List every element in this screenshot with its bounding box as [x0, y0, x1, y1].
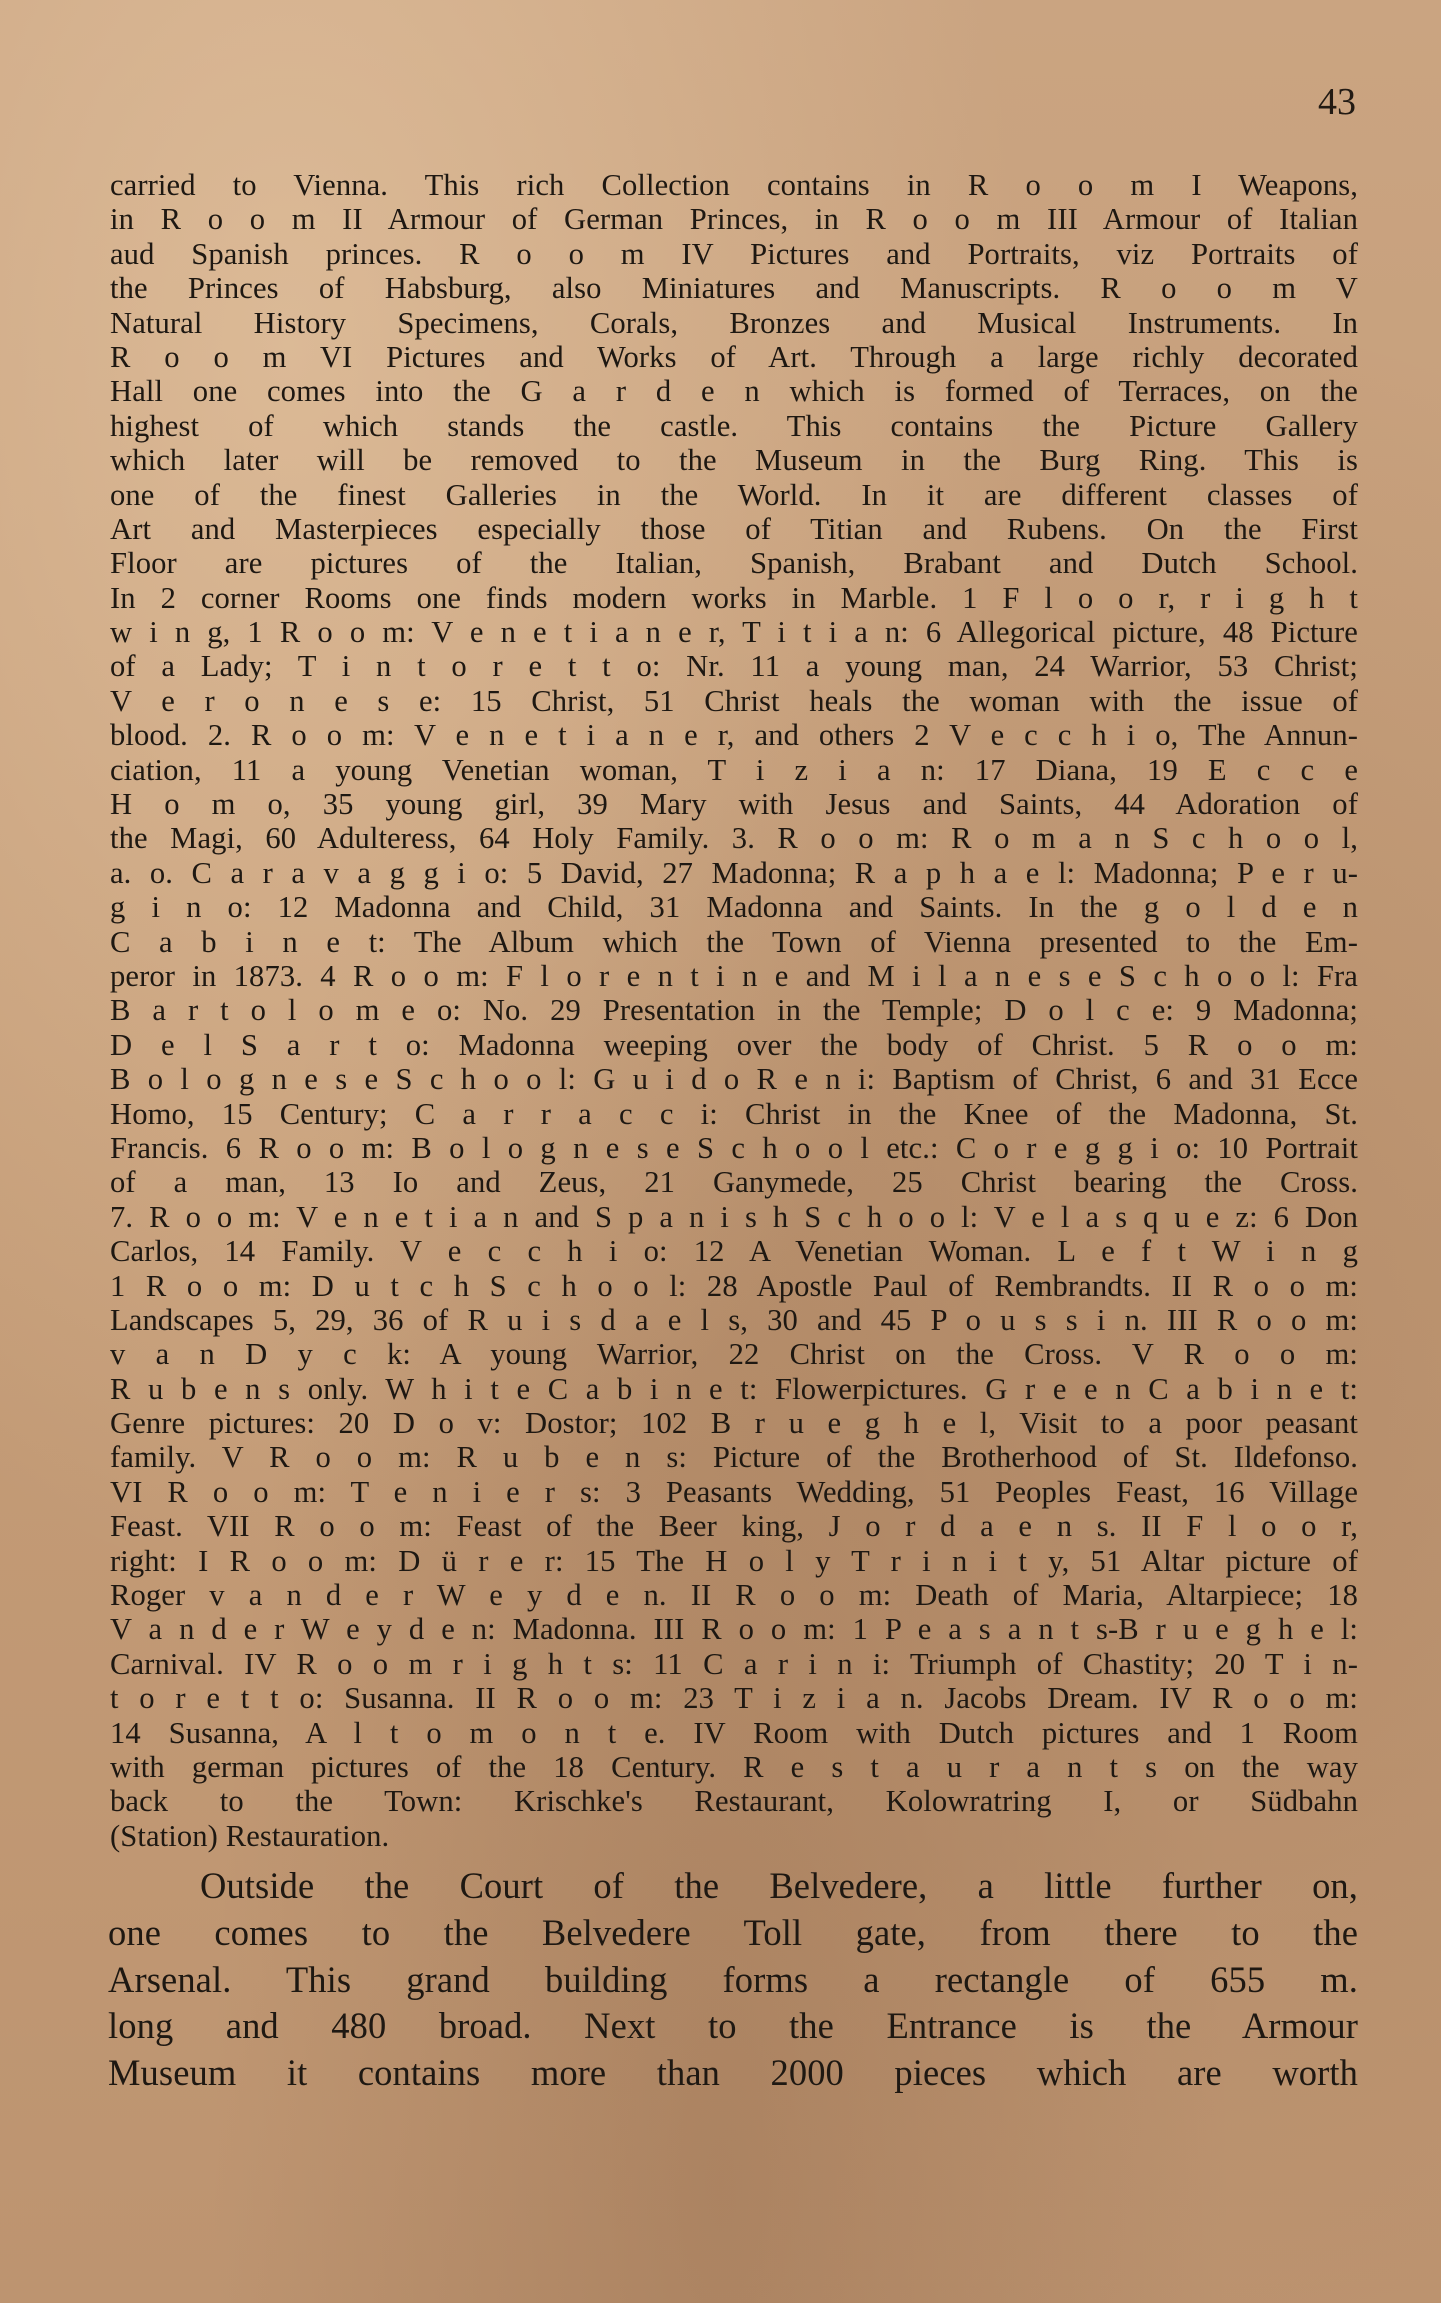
text-line: carried to Vienna. This rich Collection contains in R o o m I Weapons,: [110, 168, 1358, 202]
large-print-paragraph: [108, 1863, 1358, 2097]
text-line: Homo, 15 Century; C a r r a c c i: Christ in the Knee of the Madonna, St.: [110, 1096, 1358, 1131]
text-line: H o m o, 35 young girl, 39 Mary with Jesus and Saints, 44 Adoration of: [110, 787, 1358, 822]
text-line: Genre pictures: 20 D o v: Dostor; 102 B r u e g h e l, Visit to a poor peasant: [110, 1406, 1358, 1441]
text-line: Roger v a n d e r W e y d e n. II R o o m: Death of Maria, Altarpiece; 18: [110, 1578, 1358, 1613]
text-line: R u b e n s only. W h i t e C a b i n e t: Flowerpictures. G r e e n C a b i n e t:: [110, 1371, 1358, 1406]
text-line: family. V R o o m: R u b e n s: Picture of the Brotherhood of St. Ildefonso.: [110, 1440, 1358, 1475]
text-line: B a r t o l o m e o: No. 29 Presentation in the Temple; D o l c e: 9 Madonna;: [110, 993, 1358, 1028]
text-line: the Magi, 60 Adulteress, 64 Holy Family. 3. R o o m: R o m a n S c h o o l,: [110, 821, 1358, 856]
text-line: aud Spanish princes. R o o m IV Pictures and Portraits, viz Portraits of: [110, 236, 1358, 271]
text-line: with german pictures of the 18 Century. R e s t a u r a n t s on the way: [110, 1749, 1358, 1784]
text-line: of a man, 13 Io and Zeus, 21 Ganymede, 25 Christ bearing the Cross.: [110, 1165, 1358, 1200]
text-line: peror in 1873. 4 R o o m: F l o r e n t i n e and M i l a n e s e S c h o o l: Fra: [110, 958, 1358, 993]
text-line: Floor are pictures of the Italian, Spanish, Brabant and Dutch School.: [110, 546, 1358, 581]
text-line: g i n o: 12 Madonna and Child, 31 Madonna and Saints. In the g o l d e n: [110, 890, 1358, 925]
text-line: 14 Susanna, A l t o m o n t e. IV Room with Dutch pictures and 1 Room: [110, 1715, 1358, 1750]
text-line: Feast. VII R o o m: Feast of the Beer king, J o r d a e n s. II F l o o r,: [110, 1509, 1358, 1544]
text-line: R o o m VI Pictures and Works of Art. Through a large richly decorated: [110, 339, 1358, 374]
text-line: D e l S a r t o: Madonna weeping over the body of Christ. 5 R o o m:: [110, 1027, 1358, 1062]
text-line: Carnival. IV R o o m r i g h t s: 11 C a r i n i: Triumph of Chastity; 20 T i n-: [110, 1646, 1358, 1681]
text-line: t o r e t t o: Susanna. II R o o m: 23 T i z i a n. Jacobs Dream. IV R o o m:: [110, 1681, 1358, 1716]
text-line: Museum it contains more than 2000 pieces which are worth: [108, 2052, 1358, 2094]
text-line: Carlos, 14 Family. V e c c h i o: 12 A Venetian Woman. L e f t W i n g: [110, 1234, 1358, 1269]
text-line: long and 480 broad. Next to the Entrance is the Armour: [108, 2005, 1358, 2047]
text-line: 7. R o o m: V e n e t i a n and S p a n i s h S c h o o l: V e l a s q u e z: 6 Don: [110, 1199, 1358, 1234]
text-line: right: I R o o m: D ü r e r: 15 The H o l y T r i n i t y, 51 Altar picture of: [110, 1543, 1358, 1578]
small-print-paragraph: [110, 168, 1358, 1858]
text-line: Hall one comes into the G a r d e n which is formed of Terraces, on the: [110, 374, 1358, 409]
text-line: of a Lady; T i n t o r e t t o: Nr. 11 a young man, 24 Warrior, 53 Christ;: [110, 649, 1358, 684]
text-line: Francis. 6 R o o m: B o l o g n e s e S c h o o l etc.: C o r e g g i o: 10 Portrait: [110, 1130, 1358, 1165]
text-line: blood. 2. R o o m: V e n e t i a n e r, and others 2 V e c c h i o, The Annun-: [110, 718, 1358, 753]
text-line: C a b i n e t: The Album which the Town of Vienna presented to the Em-: [110, 924, 1358, 959]
text-line: w i n g, 1 R o o m: V e n e t i a n e r, T i t i a n: 6 Allegorical picture, 48 Picture: [110, 615, 1358, 650]
text-line: VI R o o m: T e n i e r s: 3 Peasants Wedding, 51 Peoples Feast, 16 Village: [110, 1474, 1358, 1509]
text-line: (Station) Restauration.: [110, 1818, 390, 1853]
text-line: B o l o g n e s e S c h o o l: G u i d o R e n i: Baptism of Christ, 6 and 31 Ecce: [110, 1062, 1358, 1097]
text-line: one comes to the Belvedere Toll gate, from there to the: [108, 1911, 1358, 1953]
text-line: highest of which stands the castle. This contains the Picture Gallery: [110, 408, 1358, 443]
text-line: V e r o n e s e: 15 Christ, 51 Christ heals the woman with the issue of: [110, 683, 1358, 718]
text-line: which later will be removed to the Museum in the Burg Ring. This is: [110, 443, 1358, 478]
text-line: a. o. C a r a v a g g i o: 5 David, 27 Madonna; R a p h a e l: Madonna; P e r u-: [110, 855, 1358, 890]
text-line: back to the Town: Krischke's Restaurant, Kolowratring I, or Südbahn: [110, 1784, 1358, 1819]
text-line: ciation, 11 a young Venetian woman, T i z i a n: 17 Diana, 19 E c c e: [110, 752, 1358, 787]
text-line: Landscapes 5, 29, 36 of R u i s d a e l s, 30 and 45 P o u s s i n. III R o o m:: [110, 1302, 1358, 1337]
text-line: in R o o m II Armour of German Princes, in R o o m III Armour of Italian: [110, 202, 1358, 237]
text-line: Natural History Specimens, Corals, Bronzes and Musical Instruments. In: [110, 305, 1358, 340]
text-line: one of the finest Galleries in the World. In it are different classes of: [110, 477, 1358, 512]
text-line: v a n D y c k: A young Warrior, 22 Christ on the Cross. V R o o m:: [110, 1337, 1358, 1372]
text-line: 1 R o o m: D u t c h S c h o o l: 28 Apostle Paul of Rembrandts. II R o o m:: [110, 1268, 1358, 1303]
text-line: In 2 corner Rooms one finds modern works in Marble. 1 F l o o r, r i g h t: [110, 580, 1358, 615]
text-line: Arsenal. This grand building forms a rectangle of 655 m.: [108, 1958, 1358, 2000]
page-number: 43: [1318, 81, 1356, 123]
text-line: Art and Masterpieces especially those of Titian and Rubens. On the First: [110, 511, 1358, 546]
text-line: Outside the Court of the Belvedere, a little further on,: [200, 1865, 1358, 1906]
text-line: V a n d e r W e y d e n: Madonna. III R o o m: 1 P e a s a n t s-B r u e g h e l:: [110, 1612, 1358, 1647]
text-line: the Princes of Habsburg, also Miniatures and Manuscripts. R o o m V: [110, 271, 1358, 306]
